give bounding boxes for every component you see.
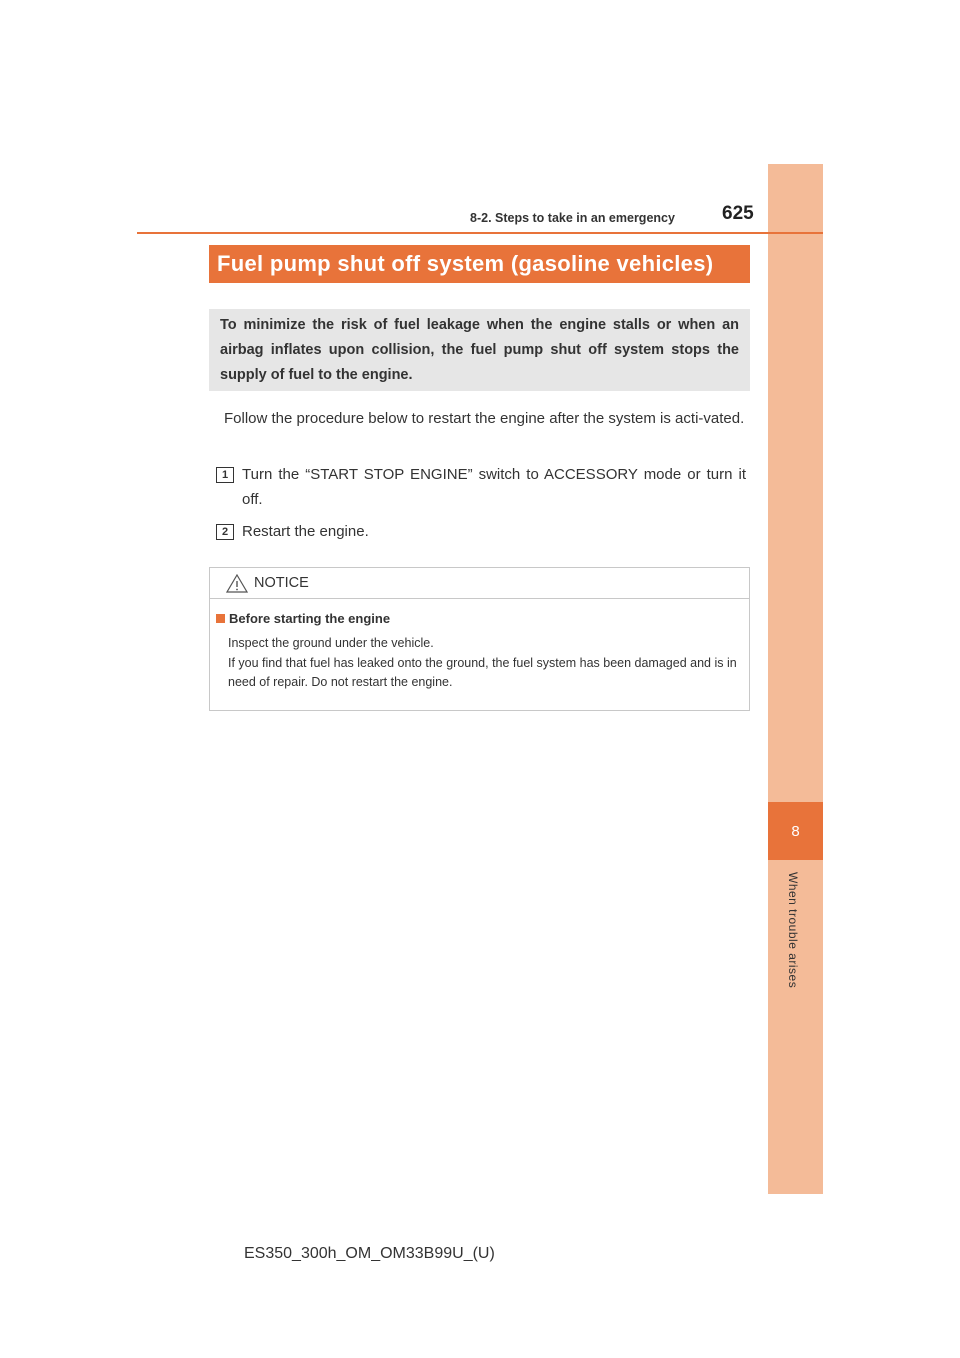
chapter-title: When trouble arises xyxy=(786,872,800,989)
notice-subheading: Before starting the engine xyxy=(229,611,391,626)
square-bullet-icon xyxy=(216,614,225,623)
step-text: Restart the engine. xyxy=(242,523,369,540)
page-number: 625 xyxy=(722,203,754,224)
notice-line-1: Inspect the ground under the vehicle. xyxy=(228,636,434,650)
step-text: Turn the “START STOP ENGINE” switch to ACCESSORY mode or turn it off. xyxy=(242,466,746,508)
header-rule xyxy=(137,232,823,234)
section-label: 8-2. Steps to take in an emergency xyxy=(470,211,675,225)
notice-header xyxy=(210,568,749,599)
step-1 xyxy=(216,462,746,512)
step-number-badge: 2 xyxy=(216,524,234,540)
notice-heading: NOTICE xyxy=(254,575,309,591)
chapter-side-tab xyxy=(768,164,823,1194)
step-number-badge: 1 xyxy=(216,467,234,483)
chapter-number: 8 xyxy=(768,802,823,860)
body-paragraph: Follow the procedure below to restart the engine after the system is acti-vated. xyxy=(224,410,745,427)
notice-subheading-row xyxy=(216,611,749,626)
step-2 xyxy=(216,519,746,544)
warning-icon xyxy=(226,574,248,593)
notice-box xyxy=(209,567,750,711)
section-title: Fuel pump shut off system (gasoline vehicles) xyxy=(209,245,750,283)
notice-line-2: If you find that fuel has leaked onto the ground, the fuel system has been damaged and is in need of repair. Do not restart the engine. xyxy=(228,655,737,689)
intro-summary: To minimize the risk of fuel leakage when the engine stalls or when an airbag inflates upon collision, the fuel pump shut off system stops the supply of fuel to the engine. xyxy=(209,309,750,391)
footer-document-code: ES350_300h_OM_OM33B99U_(U) xyxy=(244,1245,495,1262)
notice-text xyxy=(228,634,739,693)
